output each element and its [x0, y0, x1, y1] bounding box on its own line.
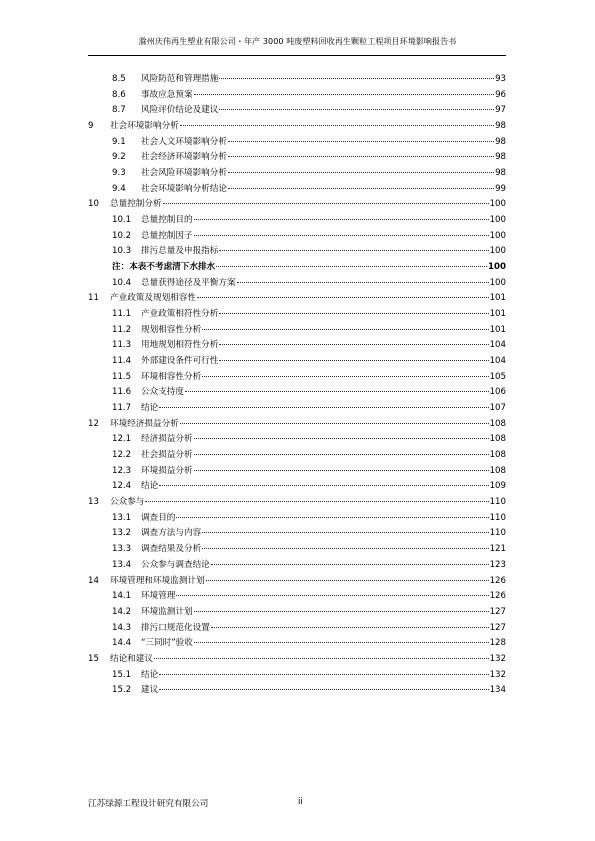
toc-entry-number: 11.1: [112, 309, 132, 320]
toc-entry[interactable]: [88, 166, 506, 182]
toc-entry-number: 13: [88, 497, 99, 508]
toc-entry-number: 14.3: [112, 622, 132, 633]
toc-entry-title: 调查目的: [141, 512, 176, 523]
toc-entry-page: 105: [489, 371, 506, 382]
toc-entry[interactable]: [88, 558, 506, 574]
toc-entry[interactable]: [88, 417, 506, 433]
toc-entry-number: 14.4: [112, 638, 132, 649]
toc-entry-number: 9.2: [112, 152, 126, 163]
toc-entry-page: 108: [489, 418, 506, 429]
toc-dot-leader: [211, 564, 489, 565]
toc-entry-title: 排污口规范化设置: [141, 622, 210, 633]
toc-entry-title: 公众支持度: [141, 387, 184, 398]
toc-entry-title: 结论: [141, 481, 159, 492]
toc-entry-title: 结论: [141, 669, 159, 680]
toc-entry-number: 15: [88, 653, 99, 664]
toc-entry[interactable]: [88, 354, 506, 370]
toc-entry-number: 9: [88, 121, 94, 132]
toc-entry-title: 产业政策相符性分析: [141, 309, 219, 320]
toc-dot-leader: [194, 94, 494, 95]
toc-entry-number: 15.1: [112, 669, 132, 680]
toc-entry[interactable]: [88, 652, 506, 668]
toc-entry-number: 13.2: [112, 528, 132, 539]
toc-entry[interactable]: [88, 526, 506, 542]
toc-entry-title: 社会损益分析: [141, 450, 193, 461]
toc-dot-leader: [180, 125, 494, 126]
toc-entry-page: 121: [489, 544, 506, 555]
toc-entry-page: 98: [495, 136, 506, 147]
toc-entry-page: 126: [489, 575, 506, 586]
toc-entry-page: 109: [489, 481, 506, 492]
page-header: 滁州庆伟再生塑业有限公司・年产 3000 吨废塑料回收再生颗粒工程项目环境影响报告书: [138, 37, 457, 46]
toc-dot-leader: [219, 360, 488, 361]
toc-dot-leader: [154, 658, 489, 659]
toc-entry-title: 结论: [141, 403, 159, 414]
toc-entry[interactable]: [88, 135, 506, 151]
toc-entry-number: 11: [88, 293, 99, 304]
toc-entry-title: “三同时”验收: [141, 638, 193, 649]
toc-entry-page: 100: [489, 215, 506, 226]
toc-entry-page: 101: [489, 309, 506, 320]
toc-entry-number: 14: [88, 575, 99, 586]
toc-entry-number: 13.4: [112, 559, 132, 570]
toc-entry[interactable]: [88, 574, 506, 590]
toc-entry-page: 110: [489, 497, 506, 508]
toc-dot-leader: [176, 595, 488, 596]
toc-entry[interactable]: [88, 182, 506, 198]
toc-dot-leader: [219, 78, 494, 79]
toc-entry-title: 调查结果及分析: [141, 544, 202, 555]
toc-entry-title: 社会环境影响分析结论: [141, 183, 227, 194]
toc-dot-leader: [211, 627, 489, 628]
toc-dot-leader: [176, 517, 488, 518]
toc-dot-leader: [197, 297, 489, 298]
toc-entry-number: 10.4: [112, 277, 132, 288]
toc-entry[interactable]: [88, 605, 506, 621]
toc-entry-number: 13.1: [112, 512, 132, 523]
toc-entry-title: 环境管理和环境监测计划: [110, 575, 205, 586]
toc-entry-title: 社会经济环境影响分析: [141, 152, 227, 163]
toc-dot-leader: [228, 188, 494, 189]
toc-entry-page: 99: [495, 183, 506, 194]
toc-entry-title: 外部建设条件可行性: [141, 356, 219, 367]
toc-entry[interactable]: [88, 307, 506, 323]
toc-entry[interactable]: [88, 464, 506, 480]
header-rule: [88, 55, 506, 56]
toc-entry-number: 9.3: [112, 168, 126, 179]
toc-entry[interactable]: [88, 291, 506, 307]
toc-dot-leader: [194, 219, 489, 220]
toc-entry[interactable]: [88, 119, 506, 135]
toc-entry-number: 12.2: [112, 450, 132, 461]
toc-entry-page: 128: [489, 638, 506, 649]
toc-entry-number: 10.1: [112, 215, 132, 226]
toc-entry[interactable]: [88, 432, 506, 448]
toc-entry-title: 规划相容性分析: [141, 324, 202, 335]
toc-dot-leader: [194, 438, 489, 439]
toc-entry-page: 110: [489, 512, 506, 523]
toc-entry-page: 134: [489, 685, 506, 696]
toc-entry-page: 132: [489, 669, 506, 680]
toc-entry[interactable]: [88, 589, 506, 605]
toc-entry-title: 建议: [141, 685, 159, 696]
toc-entry[interactable]: [88, 323, 506, 339]
toc-entry-title: 产业政策及规划相容性: [110, 293, 196, 304]
toc-dot-leader: [202, 376, 488, 377]
toc-entry[interactable]: [88, 511, 506, 527]
toc-entry-title: 环境损益分析: [141, 465, 193, 476]
toc-entry[interactable]: [88, 197, 506, 213]
toc-entry-page: 132: [489, 653, 506, 664]
toc-entry-number: 10.2: [112, 230, 132, 241]
toc-entry-page: 98: [495, 121, 506, 132]
toc-entry[interactable]: [88, 385, 506, 401]
toc-dot-leader: [194, 470, 489, 471]
toc-entry-title: 经济损益分析: [141, 434, 193, 445]
toc-entry-page: 101: [489, 324, 506, 335]
toc-entry-page: 108: [489, 434, 506, 445]
toc-entry[interactable]: [88, 370, 506, 386]
toc-entry-title: 风险评价结论及建议: [141, 105, 219, 116]
toc-dot-leader: [159, 689, 488, 690]
toc-entry-page: 98: [495, 168, 506, 179]
toc-dot-leader: [159, 407, 488, 408]
toc-entry[interactable]: [88, 103, 506, 119]
toc-entry-number: 11.3: [112, 340, 132, 351]
toc-dot-leader: [219, 313, 488, 314]
toc-entry-title: 环境相容性分析: [141, 371, 202, 382]
footer-page-number: ii: [298, 797, 303, 807]
toc-entry[interactable]: [88, 150, 506, 166]
toc-entry-number: 12.4: [112, 481, 132, 492]
toc-entry[interactable]: [88, 276, 506, 292]
toc-entry[interactable]: [88, 260, 506, 276]
toc-entry-title: 注：本表不考虑清下水排水: [112, 262, 216, 273]
toc-entry-number: 11.6: [112, 387, 132, 398]
toc-entry-number: 14.2: [112, 606, 132, 617]
toc-entry[interactable]: [88, 542, 506, 558]
toc-entry-number: 10.3: [112, 246, 132, 257]
toc-entry-title: 社会风险环境影响分析: [141, 168, 227, 179]
toc-entry-number: 10: [88, 199, 99, 210]
toc-dot-leader: [163, 203, 489, 204]
toc-entry-title: 总量控制分析: [110, 199, 162, 210]
toc-entry-page: 100: [489, 277, 506, 288]
toc-dot-leader: [202, 532, 488, 533]
toc-entry-title: 总量控制目的: [141, 215, 193, 226]
toc-entry-title: 风险防范和管理措施: [141, 74, 219, 84]
toc-entry-number: 13.3: [112, 544, 132, 555]
toc-entry-page: 106: [489, 387, 506, 398]
toc-entry-page: 108: [489, 450, 506, 461]
toc-entry-page: 100: [489, 230, 506, 241]
toc-entry[interactable]: [88, 668, 506, 684]
toc-entry[interactable]: [88, 683, 506, 699]
toc-dot-leader: [194, 235, 489, 236]
toc-entry-page: 100: [489, 246, 506, 257]
toc-entry[interactable]: [88, 72, 506, 88]
toc-dot-leader: [180, 423, 489, 424]
toc-entry[interactable]: [88, 401, 506, 417]
toc-entry-page: 93: [495, 74, 506, 84]
toc-dot-leader: [219, 250, 488, 251]
toc-entry-page: 104: [489, 340, 506, 351]
toc-entry-page: 110: [489, 528, 506, 539]
toc-entry-page: 107: [489, 403, 506, 414]
toc-entry-title: 公众参与调查结论: [141, 559, 210, 570]
toc-entry-page: 123: [489, 559, 506, 570]
table-of-contents: [88, 72, 506, 699]
toc-entry-page: 104: [489, 356, 506, 367]
toc-dot-leader: [228, 141, 494, 142]
toc-dot-leader: [228, 156, 494, 157]
toc-dot-leader: [202, 329, 488, 330]
toc-dot-leader: [237, 282, 489, 283]
toc-entry-page: 126: [489, 591, 506, 602]
footer-company: 江苏绿源工程设计研究有限公司: [88, 799, 209, 809]
toc-entry-title: 公众参与: [110, 497, 145, 508]
toc-entry[interactable]: [88, 88, 506, 104]
toc-entry-title: 环境监测计划: [141, 606, 193, 617]
toc-entry-number: 9.1: [112, 136, 126, 147]
toc-entry-page: 98: [495, 152, 506, 163]
toc-entry-title: 社会人文环境影响分析: [141, 136, 227, 147]
toc-entry-page: 97: [495, 105, 506, 116]
toc-entry-title: 排污总量及申报指标: [141, 246, 219, 257]
toc-dot-leader: [228, 172, 494, 173]
toc-entry-number: 11.4: [112, 356, 132, 367]
toc-entry-number: 12: [88, 418, 99, 429]
toc-entry-number: 9.4: [112, 183, 126, 194]
toc-entry-title: 环境经济损益分析: [110, 418, 179, 429]
toc-entry-title: 总量获得途径及平衡方案: [141, 277, 236, 288]
toc-entry-number: 11.7: [112, 403, 132, 414]
toc-entry-number: 12.1: [112, 434, 132, 445]
toc-entry[interactable]: [88, 479, 506, 495]
toc-entry[interactable]: [88, 244, 506, 260]
toc-entry-number: 11.2: [112, 324, 132, 335]
toc-entry-title: 调查方法与内容: [141, 528, 202, 539]
toc-dot-leader: [206, 580, 489, 581]
toc-entry[interactable]: [88, 448, 506, 464]
toc-dot-leader: [159, 674, 488, 675]
toc-entry-number: 8.5: [112, 74, 126, 84]
toc-dot-leader: [194, 611, 489, 612]
toc-entry-page: 100: [488, 262, 506, 273]
toc-dot-leader: [159, 485, 488, 486]
toc-entry-number: 11.5: [112, 371, 132, 382]
toc-entry-number: 15.2: [112, 685, 132, 696]
toc-dot-leader: [219, 109, 494, 110]
toc-dot-leader: [219, 344, 488, 345]
toc-entry-title: 社会环境影响分析: [110, 121, 179, 132]
toc-entry-title: 事故应急预案: [141, 89, 193, 100]
toc-entry-page: 96: [495, 89, 506, 100]
toc-entry[interactable]: [88, 636, 506, 652]
toc-dot-leader: [202, 548, 488, 549]
toc-entry-title: 环境管理: [141, 591, 176, 602]
toc-dot-leader: [145, 501, 488, 502]
toc-dot-leader: [185, 391, 489, 392]
toc-entry[interactable]: [88, 229, 506, 245]
toc-entry[interactable]: [88, 213, 506, 229]
toc-entry-title: 结论和建议: [110, 653, 153, 664]
toc-entry-number: 8.6: [112, 89, 126, 100]
toc-entry-page: 100: [489, 199, 506, 210]
toc-entry[interactable]: [88, 338, 506, 354]
toc-entry-number: 14.1: [112, 591, 132, 602]
toc-entry-page: 108: [489, 465, 506, 476]
toc-entry-number: 8.7: [112, 105, 126, 116]
toc-entry-page: 101: [489, 293, 506, 304]
toc-entry[interactable]: [88, 621, 506, 637]
toc-entry-number: 12.3: [112, 465, 132, 476]
toc-entry-page: 127: [489, 622, 506, 633]
toc-dot-leader: [194, 642, 489, 643]
toc-entry-title: 总量控制因子: [141, 230, 193, 241]
toc-entry-title: 用地规划相符性分析: [141, 340, 219, 351]
toc-dot-leader: [216, 266, 487, 267]
toc-dot-leader: [194, 454, 489, 455]
toc-entry[interactable]: [88, 495, 506, 511]
toc-entry-page: 127: [489, 606, 506, 617]
